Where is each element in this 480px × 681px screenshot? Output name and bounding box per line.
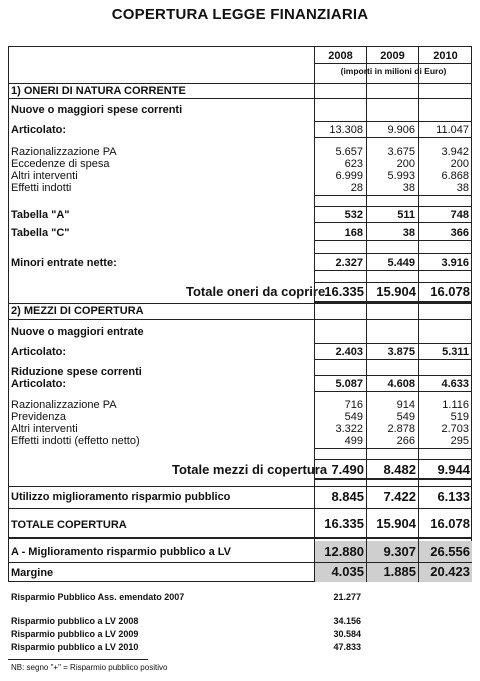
row-line [314, 222, 472, 223]
miglioramento-2010: 26.556 [430, 544, 470, 559]
row-line [314, 253, 472, 254]
articolato-entrate-2009: 3.875 [387, 346, 415, 358]
section1-bottom-line [8, 98, 472, 99]
totale-oneri-2008: 16.335 [324, 284, 364, 299]
totale-oneri-2009: 15.904 [376, 284, 416, 299]
tabella-a-2008: 532 [344, 209, 363, 221]
totale-mezzi-2009: 8.482 [383, 462, 416, 477]
articolato-entrate-2008: 2.403 [335, 346, 363, 358]
nb-top-line [8, 659, 148, 660]
document-title: COPERTURA LEGGE FINANZIARIA [111, 6, 369, 23]
articolato-label: Articolato: [11, 124, 66, 136]
row-line [314, 375, 472, 376]
tabella-c-2009: 38 [402, 227, 415, 239]
totale-copertura-label: TOTALE COPERTURA [11, 519, 127, 531]
lv-2010-value: 47.833 [333, 642, 361, 652]
articolato-spese-2008: 5.087 [335, 378, 363, 390]
margine-2009: 1.885 [383, 564, 416, 579]
row-line [8, 508, 472, 509]
s1-item-value: 5.993 [387, 170, 415, 182]
s1-item-label: Eccedenze di spesa [11, 158, 110, 170]
utilizzo-2009: 7.422 [383, 489, 416, 504]
margine-label: Margine [11, 567, 54, 579]
totale-oneri-2010: 16.078 [430, 284, 470, 299]
articolato-2008: 13.308 [329, 124, 363, 136]
unit-note: (importi in milioni di Euro) [340, 66, 447, 76]
totale-mezzi-2010: 9.944 [437, 462, 470, 477]
minori-entrate-label: Minori entrate nette: [11, 257, 117, 269]
minori-entrate-2008: 2.327 [335, 257, 363, 269]
row-line [314, 391, 472, 392]
s2-item-label: Razionalizzazione PA [11, 399, 117, 411]
s1-item-value: 623 [344, 158, 363, 170]
lv-2009-label: Risparmio pubblico a LV 2009 [11, 629, 139, 639]
s1-item-label: Razionalizzazione PA [11, 146, 117, 158]
nuove-spese-label: Nuove o maggiori spese correnti [11, 104, 183, 116]
s1-item-value: 6.868 [441, 170, 469, 182]
totale-copertura-2010: 16.078 [430, 516, 470, 531]
miglioramento-2009: 9.307 [383, 544, 416, 559]
tabella-c-label: Tabella "C" [11, 227, 70, 239]
year-2009: 2009 [380, 50, 405, 62]
row-line [314, 270, 472, 271]
row-line [314, 343, 472, 344]
s1-item-label: Effetti indotti [11, 182, 72, 194]
s2-item-label: Altri interventi [11, 423, 78, 435]
totale-mezzi-2008: 7.490 [331, 462, 364, 477]
row-line [8, 562, 472, 563]
lv-2008-label: Risparmio pubblico a LV 2008 [11, 616, 139, 626]
miglioramento-label: A - Miglioramento risparmio pubblico a LV [11, 546, 232, 558]
totale-mezzi-label: Totale mezzi di copertura [172, 462, 328, 477]
s1-item-value: 200 [396, 158, 415, 170]
s1-item-value: 3.675 [387, 146, 415, 158]
miglioramento-2008: 12.880 [324, 544, 364, 559]
s2-item-value: 499 [344, 435, 363, 447]
risparmio-2007-value: 21.277 [333, 592, 361, 602]
s2-item-value: 295 [450, 435, 469, 447]
s2-item-label: Previdenza [11, 411, 67, 423]
row-thick-line [8, 537, 472, 539]
nb-note: NB: segno "+" = Risparmio pubblico positivo [11, 663, 168, 672]
s2-item-value: 549 [344, 411, 363, 423]
margine-2008: 4.035 [331, 564, 364, 579]
utilizzo-label: Utilizzo miglioramento risparmio pubblico [11, 491, 231, 503]
header-bottom-line [314, 63, 472, 64]
lv-2008-value: 34.156 [333, 616, 361, 626]
articolato-2009: 9.906 [387, 124, 415, 136]
s2-item-value: 3.322 [335, 423, 363, 435]
row-line [314, 459, 472, 460]
margine-2010: 20.423 [430, 564, 470, 579]
year-2008: 2008 [328, 50, 353, 62]
s1-item-value: 38 [402, 182, 415, 194]
s2-item-value: 519 [450, 411, 469, 423]
utilizzo-2010: 6.133 [437, 489, 470, 504]
row-line [314, 137, 472, 138]
risparmio-2007-label: Risparmio Pubblico Ass. emendato 2007 [11, 592, 185, 602]
s1-item-value: 3.942 [441, 146, 469, 158]
s2-item-label: Effetti indotti (effetto netto) [11, 435, 140, 447]
row-line [314, 206, 472, 207]
riduzione-label: Riduzione spese correnti [11, 366, 142, 378]
row-line [8, 486, 472, 487]
s1-item-value: 38 [456, 182, 469, 194]
s1-item-value: 5.657 [335, 146, 363, 158]
articolato-spese-2010: 4.633 [441, 378, 469, 390]
articolato-spese-2009: 4.608 [387, 378, 415, 390]
s1-item-value: 28 [350, 182, 363, 194]
s2-item-value: 1.116 [442, 399, 469, 411]
section2-bottom-line [8, 319, 472, 320]
s1-item-value: 6.999 [335, 170, 363, 182]
row-thick-line [314, 478, 472, 480]
row-line [314, 240, 472, 241]
utilizzo-2008: 8.845 [331, 489, 364, 504]
section2-heading: 2) MEZZI DI COPERTURA [11, 305, 144, 317]
tabella-a-2010: 748 [450, 209, 469, 221]
tabella-c-2008: 168 [344, 227, 363, 239]
section1-top-line [8, 83, 472, 84]
lv-2009-value: 30.584 [333, 629, 361, 639]
s2-item-value: 914 [396, 399, 415, 411]
minori-entrate-2009: 5.449 [387, 257, 415, 269]
articolato-entrate-label: Articolato: [11, 346, 66, 358]
section2-top-line [8, 303, 472, 304]
minori-entrate-2010: 3.916 [441, 257, 469, 269]
tabella-a-label: Tabella "A" [11, 209, 70, 221]
year-2010: 2010 [433, 50, 458, 62]
s2-item-value: 2.703 [441, 423, 469, 435]
tabella-c-2010: 366 [450, 227, 469, 239]
s2-item-value: 716 [344, 399, 363, 411]
row-line [314, 282, 472, 283]
nuove-entrate-label: Nuove o maggiori entrate [11, 326, 144, 338]
s2-item-value: 266 [396, 435, 415, 447]
tabella-a-2009: 511 [397, 209, 415, 221]
s1-item-label: Altri interventi [11, 170, 78, 182]
row-line [314, 448, 472, 449]
totale-oneri-label: Totale oneri da coprire [186, 284, 326, 299]
s2-item-value: 2.878 [387, 423, 415, 435]
s1-item-value: 200 [450, 158, 469, 170]
row-line [314, 195, 472, 196]
articolato-spese-label: Articolato: [11, 378, 66, 390]
s2-item-value: 549 [396, 411, 415, 423]
section1-heading: 1) ONERI DI NATURA CORRENTE [11, 85, 186, 97]
totale-copertura-2008: 16.335 [324, 516, 364, 531]
articolato-entrate-2010: 5.311 [442, 346, 469, 358]
lv-2010-label: Risparmio pubblico a LV 2010 [11, 642, 139, 652]
articolato-2010: 11.047 [436, 124, 469, 136]
row-line [314, 359, 472, 360]
row-line [314, 121, 472, 122]
totale-copertura-2009: 15.904 [376, 516, 416, 531]
